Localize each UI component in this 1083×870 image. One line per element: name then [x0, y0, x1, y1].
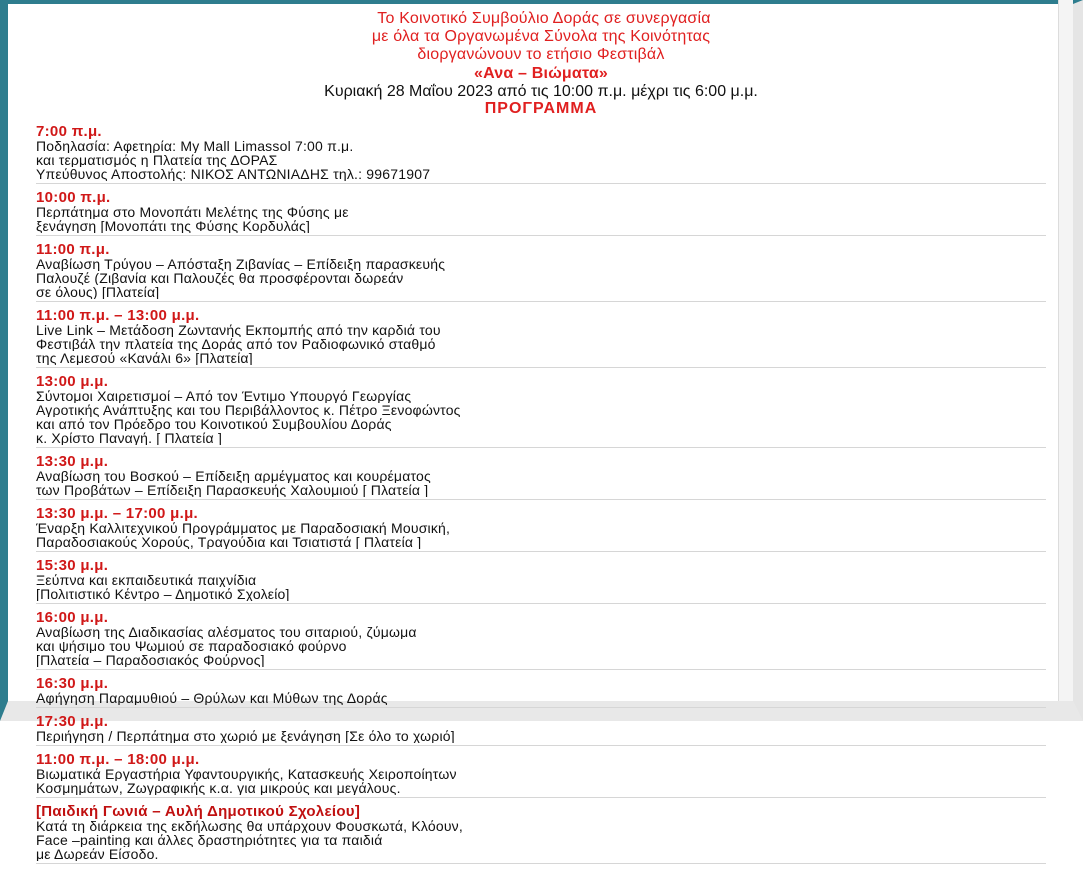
event-description-line: Αναβίωση του Βοσκού – Επίδειξη αρμέγματος και κουρέματος — [36, 469, 431, 483]
event-description-line: Αναβίωση Τρύγου – Απόσταξη Ζιβανίας – Επίδειξη παρασκευής — [36, 257, 446, 271]
event-description-line: Ποδηλασία: Αφετηρία: My Mall Limassol 7:00 π.μ. — [36, 139, 354, 153]
program-event — [36, 558, 1046, 604]
event-time: 11:00 π.μ. — [36, 241, 110, 258]
program-event — [36, 308, 1046, 368]
event-description-line: της Λεμεσού «Κανάλι 6» [Πλατεία] — [36, 351, 253, 365]
program-event — [36, 714, 1046, 746]
event-time: 13:00 μ.μ. — [36, 373, 109, 390]
event-list — [36, 124, 1046, 864]
event-description-line: και τερματισμός η Πλατεία της ΔΟΡΑΣ — [36, 153, 278, 167]
event-description-line: και ψήσιμο του Ψωμιού σε παραδοσιακό φούρνο — [36, 639, 347, 653]
event-description-line: Ξεύπνα και εκπαιδευτικά παιχνίδια — [36, 573, 257, 587]
event-time: 16:00 μ.μ. — [36, 609, 109, 626]
scrollbar-track[interactable] — [1058, 0, 1073, 701]
program-event — [36, 804, 1046, 864]
festival-date: Κυριακή 28 Μαΐου 2023 από τις 10:00 π.μ. μέχρι τις 6:00 μ.μ. — [324, 83, 758, 100]
header-line-3: διοργανώνουν το ετήσιο Φεστιβάλ — [417, 46, 665, 63]
event-time: 11:00 π.μ. – 13:00 μ.μ. — [36, 307, 200, 324]
event-time: 11:00 π.μ. – 18:00 μ.μ. — [36, 751, 200, 768]
event-description-line: ξενάγηση [Μονοπάτι της Φύσης Κορδυλάς] — [36, 219, 311, 233]
header-line-1: Το Κοινοτικό Συμβούλιο Δοράς σε συνεργασία — [377, 10, 711, 27]
festival-name: «Ανα – Βιώματα» — [474, 65, 608, 82]
event-description-line: Βιωματικά Εργαστήρια Υφαντουργικής, Κατασκευής Χειροποίητων — [36, 767, 457, 781]
event-description-line: κ. Χρίστο Παναγή. [ Πλατεία ] — [36, 431, 223, 445]
event-description-line: Φεστιβάλ την πλατεία της Δοράς από τον Ραδιοφωνικό σταθμό — [36, 337, 436, 351]
event-description-line: Περιήγηση / Περπάτημα στο χωριό με ξενάγηση [Σε όλο το χωριό] — [36, 729, 455, 743]
program-event — [36, 124, 1046, 184]
event-time: 17:30 μ.μ. — [36, 713, 109, 730]
program-event — [36, 454, 1046, 500]
event-description-line: Παραδοσιακούς Χορούς, Τραγούδια και Τσιατιστά [ Πλατεία ] — [36, 535, 422, 549]
event-description-line: Αφήγηση Παραμυθιού – Θρύλων και Μύθων της Δοράς — [36, 691, 388, 705]
event-description-line: Περπάτημα στο Μονοπάτι Μελέτης της Φύσης με — [36, 205, 349, 219]
program-event — [36, 610, 1046, 670]
program-title: ΠΡΟΓΡΑΜΜΑ — [484, 100, 598, 117]
event-description-line: Αγροτικής Ανάπτυξης και του Περιβάλλοντος κ. Πέτρο Ξενοφώντος — [36, 403, 461, 417]
event-description-line: Παλουζέ (Ζιβανία και Παλουζές θα προσφέρονται δωρεάν — [36, 271, 404, 285]
festival-program-document — [36, 10, 1046, 870]
event-description-line: Υπεύθυνος Αποστολής: ΝΙΚΟΣ ΑΝΤΩΝΙΑΔΗΣ τηλ.: 99671907 — [36, 167, 431, 181]
program-event — [36, 506, 1046, 552]
event-description-line: με Δωρεάν Είσοδο. — [36, 847, 159, 861]
event-time: 13:30 μ.μ. — [36, 453, 109, 470]
program-event — [36, 374, 1046, 448]
event-time: [Παιδική Γωνιά – Αυλή Δημοτικού Σχολείου] — [36, 803, 361, 820]
program-event — [36, 242, 1046, 302]
event-description-line: [Πολιτιστικό Κέντρο – Δημοτικό Σχολείο] — [36, 587, 290, 601]
program-event — [36, 676, 1046, 708]
program-event — [36, 752, 1046, 798]
event-time: 16:30 μ.μ. — [36, 675, 109, 692]
event-description-line: Έναρξη Καλλιτεχνικού Προγράμματος με Παραδοσιακή Μουσική, — [36, 521, 451, 535]
event-time: 13:30 μ.μ. – 17:00 μ.μ. — [36, 505, 199, 522]
event-description-line: Κοσμημάτων, Ζωγραφικής κ.α. για μικρούς και μεγάλους. — [36, 781, 401, 795]
event-description-line: Κατά τη διάρκεια της εκδήλωσης θα υπάρχουν Φουσκωτά, Κλόουν, — [36, 819, 463, 833]
event-description-line: [Πλατεία – Παραδοσιακός Φούρνος] — [36, 653, 265, 667]
event-description-line: σε όλους) [Πλατεία] — [36, 285, 160, 299]
event-description-line: και από τον Πρόεδρο του Κοινοτικού Συμβουλίου Δοράς — [36, 417, 392, 431]
program-event — [36, 190, 1046, 236]
event-description-line: Face –painting και άλλες δραστηριότητες για τα παιδιά — [36, 833, 383, 847]
event-time: 15:30 μ.μ. — [36, 557, 109, 574]
event-time: 7:00 π.μ. — [36, 123, 102, 140]
event-description-line: των Προβάτων – Επίδειξη Παρασκευής Χαλουμιού [ Πλατεία ] — [36, 483, 429, 497]
event-description-line: Αναβίωση της Διαδικασίας αλέσματος του σιταριού, ζύμωμα — [36, 625, 417, 639]
header-line-2: με όλα τα Οργανωμένα Σύνολα της Κοινότητας — [371, 28, 711, 45]
event-time: 10:00 π.μ. — [36, 189, 111, 206]
event-description-line: Σύντομοι Χαιρετισμοί – Από τον Έντιμο Υπουργό Γεωργίας — [36, 389, 412, 403]
event-description-line: Live Link – Μετάδοση Ζωντανής Εκπομπής από την καρδιά του — [36, 323, 441, 337]
